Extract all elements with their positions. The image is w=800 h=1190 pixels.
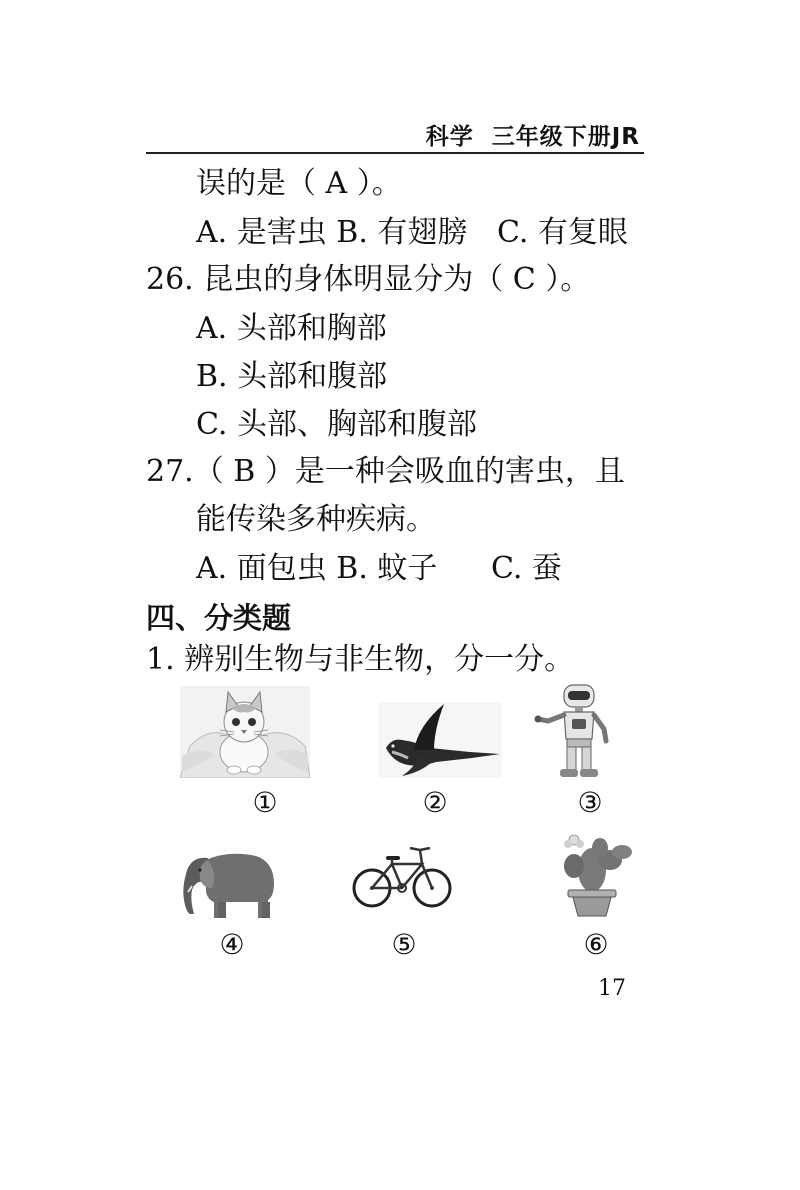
picture-label-6: ⑥ — [583, 928, 609, 961]
q25-options — [196, 213, 628, 253]
bicycle-icon — [350, 842, 454, 910]
q25-option-c: C. 有复眼 — [496, 215, 628, 250]
swallow-icon — [378, 702, 502, 778]
section4-question-1: 1. 辨别生物与非生物，分一分。 — [146, 642, 575, 677]
q26-option-c: C. 头部、胸部和腹部 — [196, 407, 477, 442]
robot-icon — [534, 683, 616, 779]
q26-option-a: A. 头部和胸部 — [196, 311, 387, 346]
q27-options — [196, 549, 562, 589]
section-title: 四、分类题 — [146, 601, 292, 635]
picture-label-1: ① — [252, 786, 278, 819]
q27-option-a: A. 面包虫 — [196, 551, 327, 586]
q26-stem: 26. 昆虫的身体明显分为（ C ）。 — [146, 262, 591, 297]
q25-stem-tail: 误的是（ A ）。 — [196, 166, 402, 201]
header-text — [426, 118, 640, 151]
q25-option-b: B. 有翅膀 — [336, 215, 468, 250]
page-number: 17 — [598, 976, 626, 1001]
cactus-icon — [556, 828, 636, 922]
q27-stem-line1: 27.（ B ）是一种会吸血的害虫，且 — [146, 454, 625, 489]
elephant-icon — [178, 848, 278, 920]
q27-stem-line2: 能传染多种疾病。 — [196, 502, 436, 537]
q27-option-b: B. 蚊子 — [336, 551, 438, 586]
kitten-icon — [180, 686, 310, 778]
page-header — [146, 112, 644, 154]
q27-option-c: C. 蚕 — [490, 551, 562, 586]
header-grade: 三年级下册 — [491, 124, 612, 150]
header-subject: 科学 — [425, 124, 474, 150]
picture-label-5: ⑤ — [391, 928, 417, 961]
header-edition: JR — [611, 124, 640, 150]
picture-label-3: ③ — [577, 786, 603, 819]
picture-label-4: ④ — [219, 928, 245, 961]
q25-option-a: A. 是害虫 — [196, 215, 327, 250]
q26-option-b: B. 头部和腹部 — [196, 359, 388, 394]
picture-label-2: ② — [422, 786, 448, 819]
